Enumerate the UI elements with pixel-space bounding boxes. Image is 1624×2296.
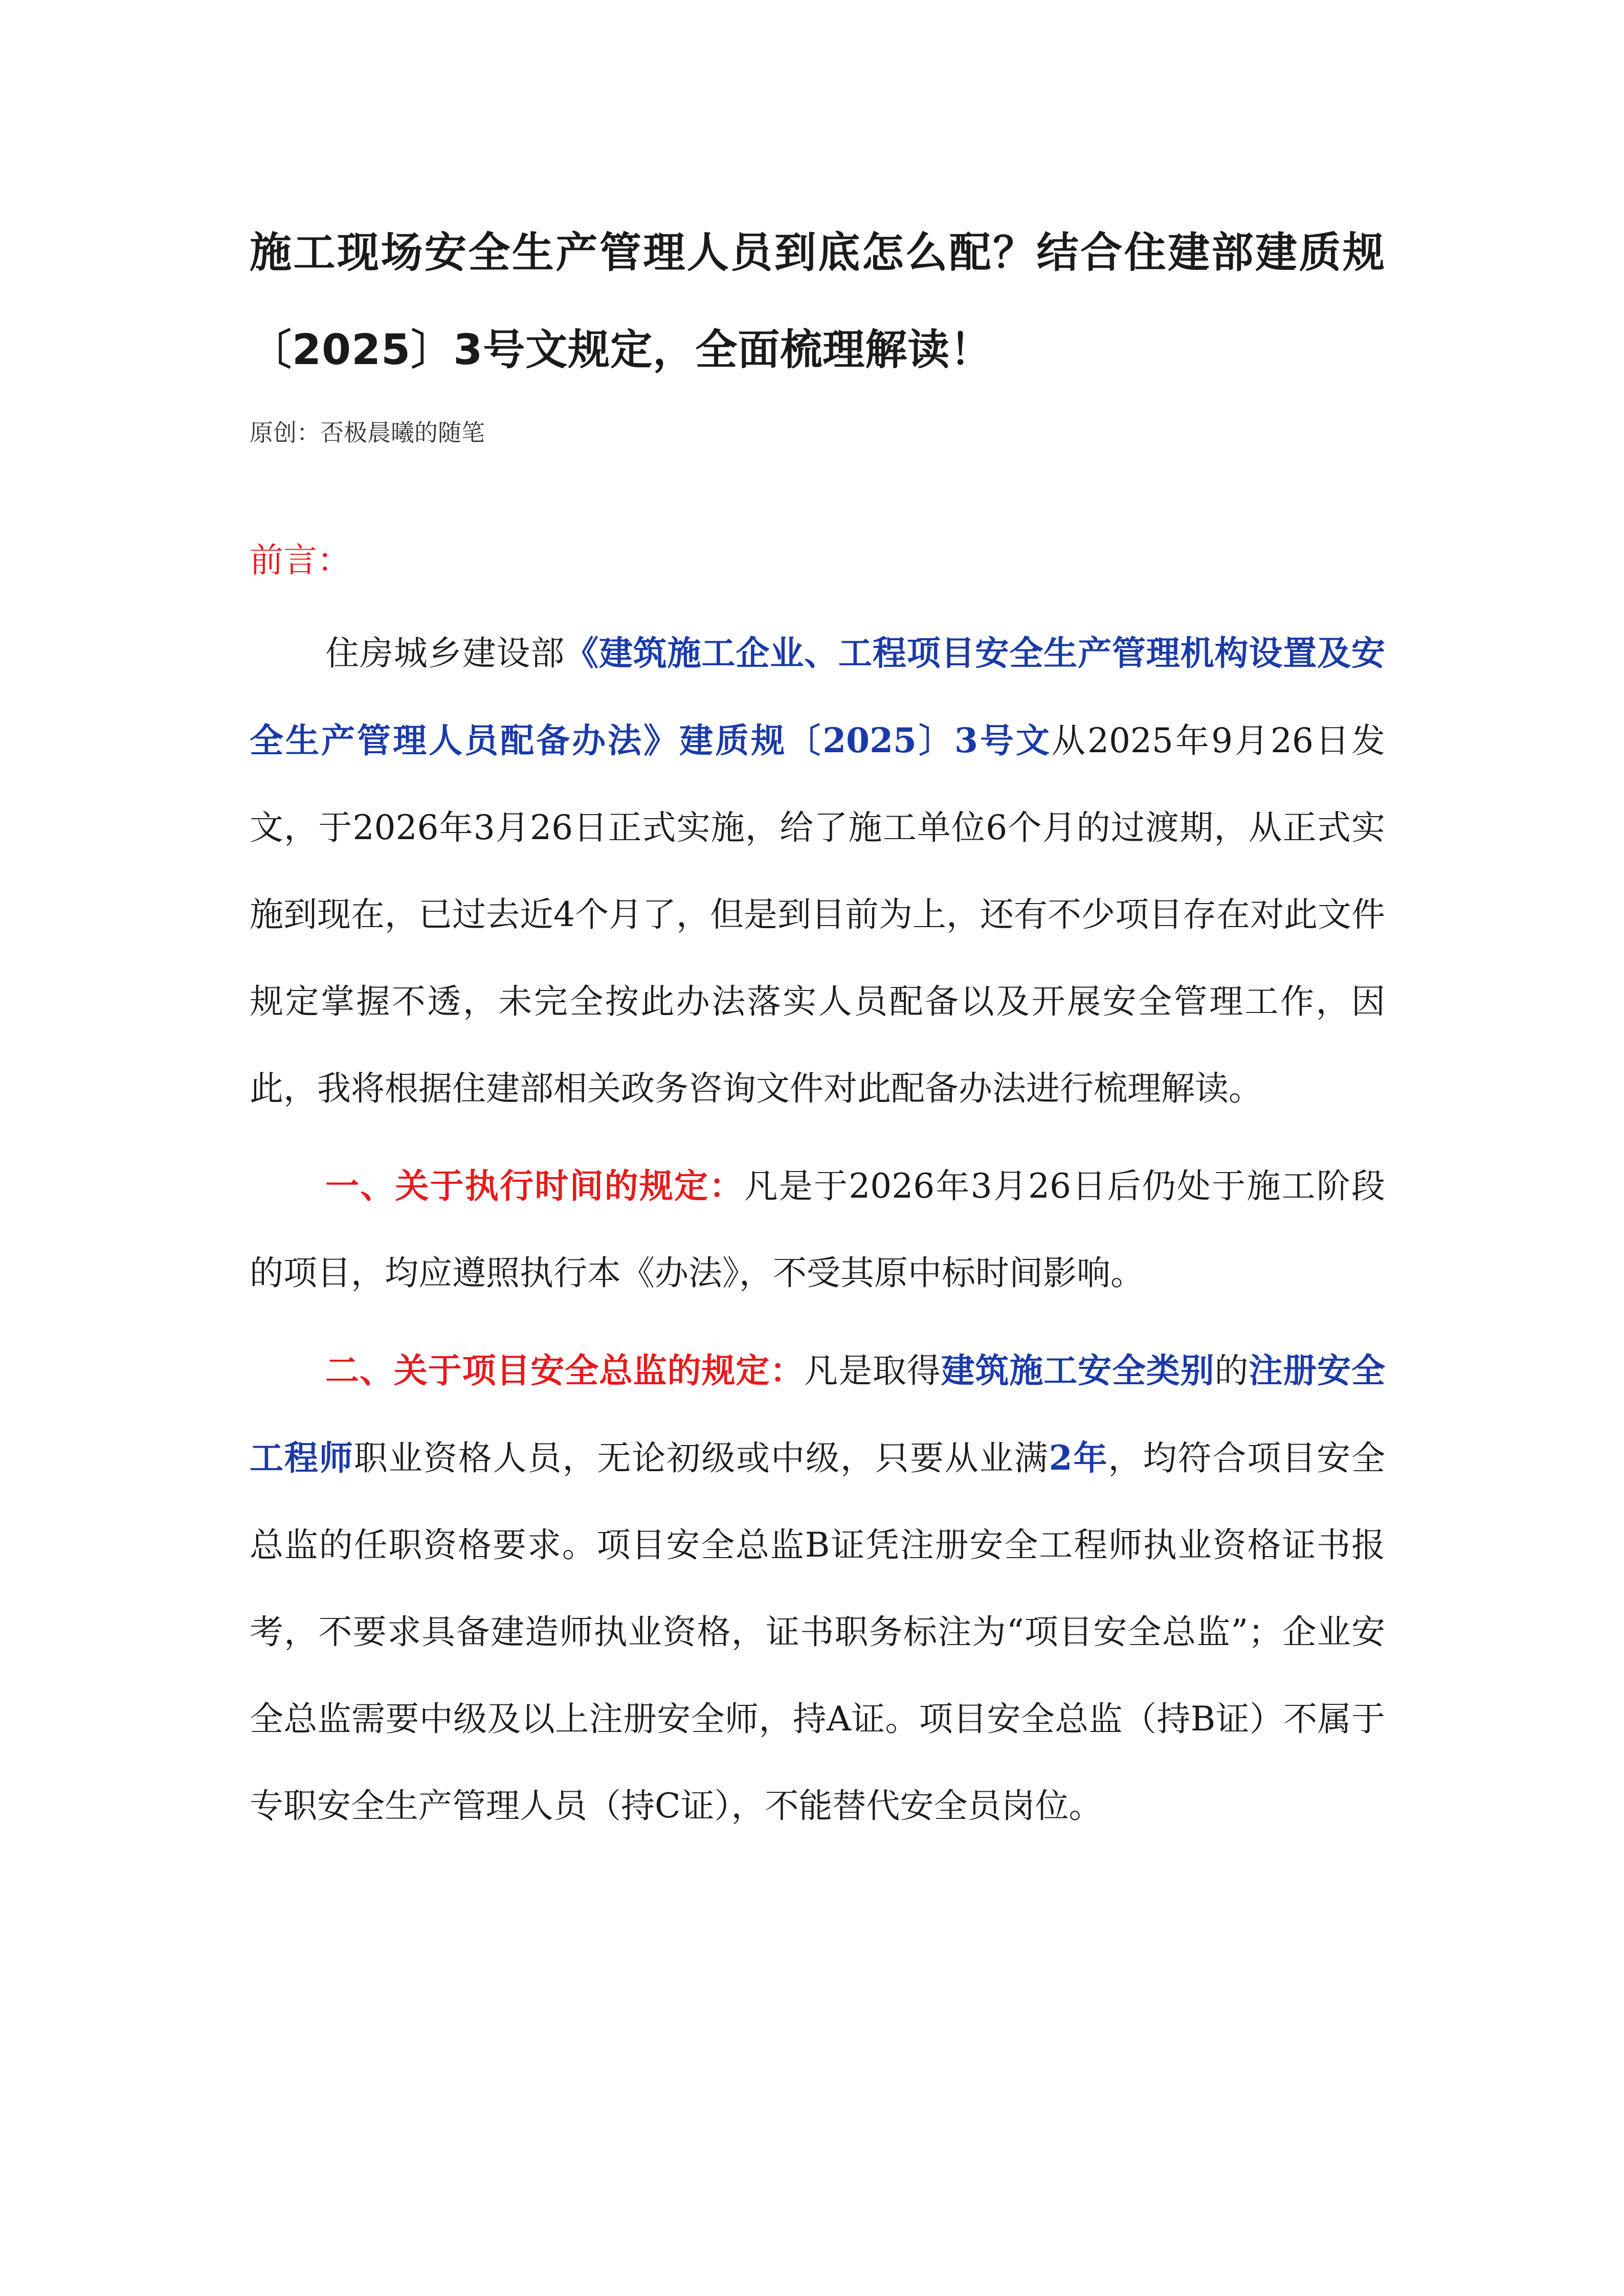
highlight-qualification: 注册安全工程师 — [250, 1350, 1386, 1478]
section-label-safety-director: 二、关于项目安全总监的规定： — [325, 1350, 805, 1390]
paragraph-text: 的 — [1214, 1351, 1249, 1390]
paragraph-text: 从2025年9月26日发文，于2026年3月26日正式实施，给了施工单位6个月的过渡期，从正式实施到现在，已过去近4个月了，但是到目前为上，还有不少项目存在对此文件规定掌握不透，未完全按此办法落实人员配备以及开展安全管理工作，因此，我将根据住建部相关政务咨询文件对此配备办法进行梳理解读。 — [250, 721, 1385, 1108]
paragraph-text: ，均符合项目安全总监的任职资格要求。项目安全总监B证凭注册安全工程师执业资格证书报考，不要求具备建造师执业资格，证书职务标注为“项目安全总监”；企业安全总监需要中级及以上注册安全师，持A证。项目安全总监（持B证）不属于专职安全生产管理人员（持C证），不能替代安全员岗位。 — [250, 1438, 1386, 1826]
author-line: 原创：否极晨曦的随笔 — [250, 419, 485, 446]
document-title: 施工现场安全生产管理人员到底怎么配？结合住建部建质规〔2025〕3号文规定，全面梳理解读！ — [250, 229, 1385, 374]
paragraph-text: 职业资格人员，无论初级或中级，只要从业满 — [353, 1438, 1049, 1478]
paragraph-text: 凡是取得 — [804, 1351, 941, 1390]
paragraph-safety-director — [250, 1327, 1385, 1850]
paragraph-execution-time — [250, 1142, 1385, 1317]
section-label-execution-time: 一、关于执行时间的规定： — [325, 1166, 744, 1206]
paragraph-text: 凡是于2026年3月26日后仍处于施工阶段的项目，均应遵照执行本《办法》，不受其原中标时间影响。 — [250, 1166, 1385, 1293]
paragraph-text: 住房城乡建设部 — [325, 634, 565, 673]
highlight-years: 2年 — [1049, 1438, 1108, 1478]
document-reference: 《建筑施工企业、工程项目安全生产管理机构设置及安全生产管理人员配备办法》建质规〔2025〕3号文 — [250, 633, 1386, 760]
paragraph-preface — [250, 610, 1385, 1132]
highlight-category: 建筑施工安全类别 — [941, 1350, 1215, 1390]
section-heading-preface: 前言： — [250, 541, 351, 580]
document-page — [250, 205, 1385, 1850]
